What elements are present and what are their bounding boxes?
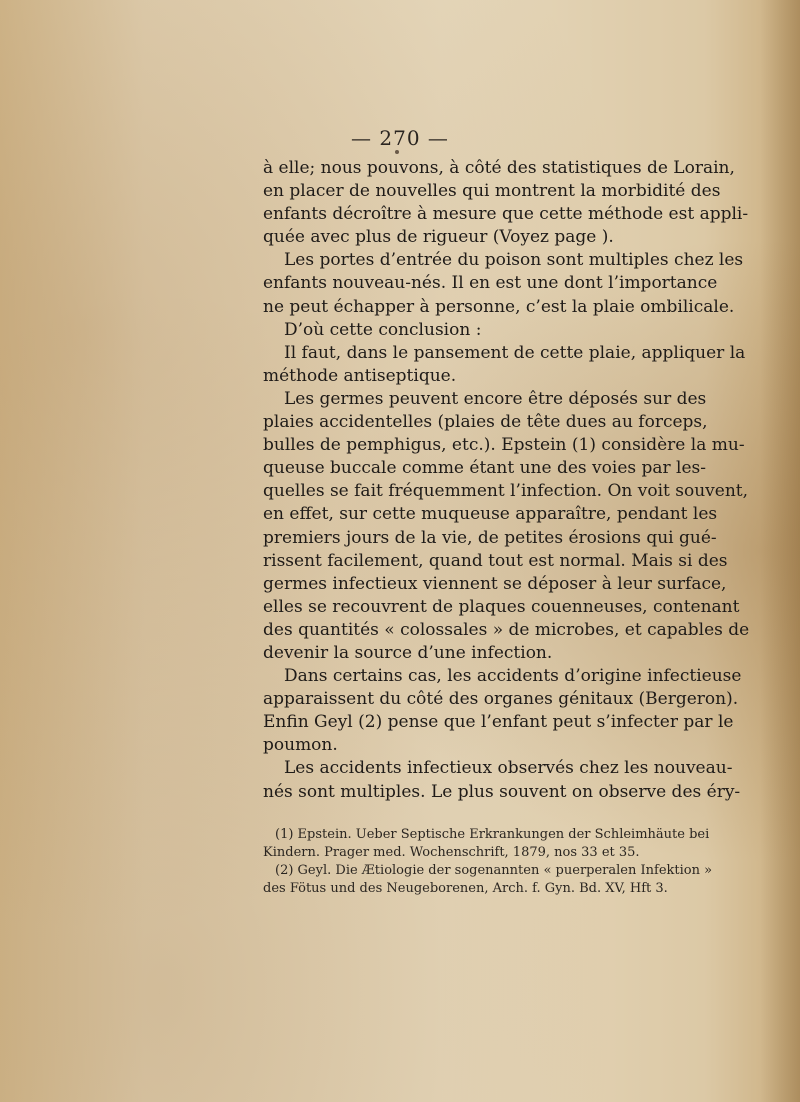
text-line: premiers jours de la vie, de petites érosions qui gué- (263, 527, 717, 548)
footnote-line: (1) Epstein. Ueber Septische Erkrankungen der Schleimhäute bei (275, 827, 710, 842)
text-line: Il faut, dans le pansement de cette plaie, appliquer la (284, 342, 746, 363)
text-line: en placer de nouvelles qui montrent la morbidité des (263, 181, 721, 202)
text-line: enfants décroître à mesure que cette méthode est appli- (263, 204, 749, 225)
page-number: — 270 — (351, 126, 449, 150)
text-line: enfants nouveau-nés. Il en est une dont l’importance (263, 273, 718, 294)
footnote-line: (2) Geyl. Die Ætiologie der sogenannten « puerperalen Infektion » (275, 863, 713, 878)
paragraph (263, 157, 749, 249)
text-line: Enfin Geyl (2) pense que l’enfant peut s’infecter par le (263, 712, 734, 733)
text-line: méthode antiseptique. (263, 365, 457, 386)
text-line: des quantités « colossales » de microbes, et capables de (263, 619, 750, 640)
footnote-line: Kindern. Prager med. Wochenschrift, 1879, nos 33 et 35. (263, 845, 640, 860)
text-line: à elle; nous pouvons, à côté des statistiques de Lorain, (263, 158, 735, 178)
text-line: plaies accidentelles (plaies de tête dues au forceps, (263, 412, 708, 433)
text-line: quelles se fait fréquemment l’infection. On voit souvent, (263, 481, 749, 502)
body-text (263, 157, 750, 804)
page-spine-shadow (760, 0, 800, 1102)
text-line: Les germes peuvent encore être déposés sur des (284, 388, 707, 409)
text-line: Les portes d’entrée du poison sont multiples chez les (284, 250, 744, 271)
footnote-line: des Fötus und des Neugeborenen, Arch. f. Gyn. Bd. XV, Hft 3. (263, 881, 668, 896)
text-line: D’où cette conclusion : (284, 319, 482, 340)
paragraph (263, 319, 700, 342)
paragraph (263, 757, 741, 803)
text-line: rissent facilement, quand tout est normal. Mais si des (263, 550, 728, 571)
text-line: poumon. (263, 735, 338, 756)
text-line: Les accidents infectieux observés chez les nouveau- (284, 758, 733, 779)
text-line: apparaissent du côté des organes génitaux (Bergeron). (263, 689, 739, 710)
ink-dot (395, 150, 399, 154)
text-line: devenir la source d’une infection. (263, 642, 553, 663)
text-line: nés sont multiples. Le plus souvent on observe des éry- (263, 781, 741, 802)
paragraph (263, 249, 744, 318)
paragraph (263, 388, 750, 665)
text-line: elles se recouvrent de plaques couenneuses, contenant (263, 596, 740, 617)
text-line: ne peut échapper à personne, c’est la plaie ombilicale. (263, 296, 735, 317)
text-line: Dans certains cas, les accidents d’origine infectieuse (284, 666, 742, 687)
paragraph (263, 665, 742, 757)
footnotes (263, 826, 713, 898)
footnote (263, 862, 713, 898)
text-line: bulles de pemphigus, etc.). Epstein (1) considère la mu- (263, 435, 745, 456)
text-line: germes infectieux viennent se déposer à leur surface, (263, 573, 727, 594)
text-line: en effet, sur cette muqueuse apparaître, pendant les (263, 504, 718, 525)
footnote (263, 826, 710, 862)
text-line: quée avec plus de rigueur (Voyez page ). (263, 227, 614, 248)
text-line: queuse buccale comme étant une des voies par les- (263, 458, 707, 479)
paragraph (263, 342, 746, 388)
